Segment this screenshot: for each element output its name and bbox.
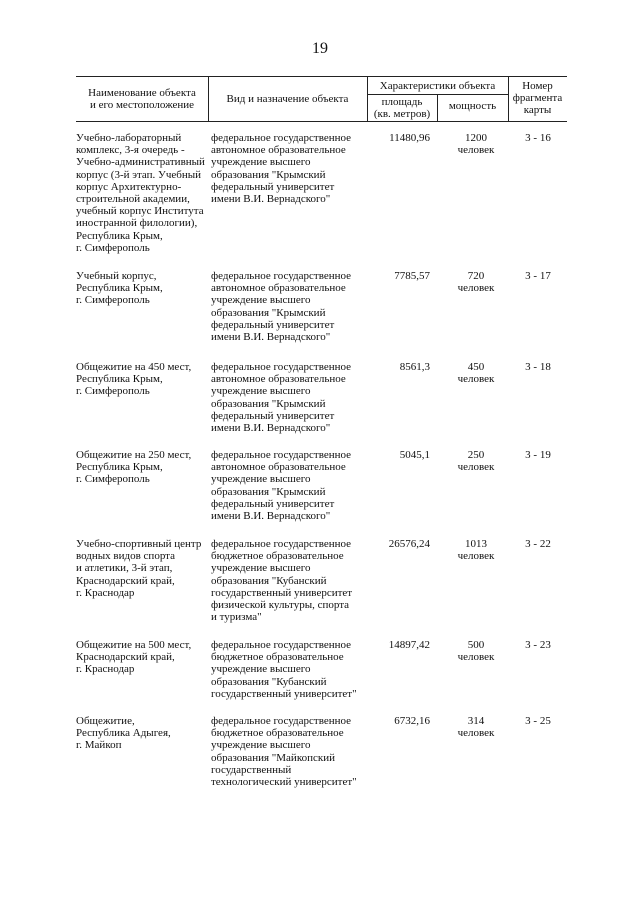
object-capacity: 450 человек: [457, 361, 495, 386]
header-bottom-rule: [76, 121, 567, 122]
object-purpose: федеральное государственное бюджетное образовательное учреждение высшего образования "Кубанский государственный университет": [211, 639, 357, 700]
object-capacity: 720 человек: [457, 270, 495, 295]
page-number: 19: [312, 40, 328, 57]
object-name: Общежитие на 450 мест, Республика Крым, г. Симферополь: [76, 361, 192, 398]
object-name: Учебно-спортивный центр водных видов спорта и атлетики, 3-й этап, Краснодарский край, г. Краснодар: [76, 538, 202, 599]
object-area: 8561,3: [399, 361, 430, 373]
object-purpose: федеральное государственное автономное образовательное учреждение высшего образования "Крымский федеральный университет имени В.И. Вернадского": [211, 132, 352, 206]
header-capacity: мощность: [448, 100, 497, 112]
map-fragment: 3 - 23: [525, 639, 551, 651]
object-purpose: федеральное государственное бюджетное образовательное учреждение высшего образования "Кубанский государственный университет физической культуры, спорта и туризма": [211, 538, 353, 624]
object-purpose: федеральное государственное автономное образовательное учреждение высшего образования "Крымский федеральный университет имени В.И. Вернадского": [211, 270, 352, 344]
header-fragment: Номер фрагмента карты: [512, 80, 563, 116]
object-area: 11480,96: [389, 132, 430, 144]
object-name: Учебно-лабораторный комплекс, 3-я очередь - Учебно-административный корпус (3-й этап. Учебный корпус Архитектурно- строительной академии, учебный корпус Института иностранной филологии), Республика Крым, г. Симферополь: [76, 132, 205, 254]
header-characteristics: Характеристики объекта: [379, 80, 496, 92]
map-fragment: 3 - 25: [525, 715, 551, 727]
object-area: 14897,42: [388, 639, 430, 651]
object-capacity: 1200 человек: [457, 132, 495, 157]
header-area: площадь (кв. метров): [373, 96, 431, 120]
object-name: Общежитие на 500 мест, Краснодарский край, г. Краснодар: [76, 639, 192, 676]
object-area: 26576,24: [388, 538, 430, 550]
object-area: 7785,57: [394, 270, 430, 282]
header-top-rule: [76, 76, 567, 77]
map-fragment: 3 - 17: [525, 270, 551, 282]
map-fragment: 3 - 18: [525, 361, 551, 373]
header-name: Наименование объекта и его местоположение: [88, 87, 196, 111]
map-fragment: 3 - 16: [525, 132, 551, 144]
object-purpose: федеральное государственное бюджетное образовательное учреждение высшего образования "Майкопский государственный технологический университет": [211, 715, 357, 789]
object-capacity: 500 человек: [457, 639, 495, 664]
map-fragment: 3 - 22: [525, 538, 551, 550]
object-name: Учебный корпус, Республика Крым, г. Симферополь: [76, 270, 163, 307]
object-name: Общежитие, Республика Адыгея, г. Майкоп: [76, 715, 171, 752]
object-purpose: федеральное государственное автономное образовательное учреждение высшего образования "Крымский федеральный университет имени В.И. Вернадского": [211, 361, 352, 435]
object-area: 5045,1: [399, 449, 430, 461]
object-name: Общежитие на 250 мест, Республика Крым, г. Симферополь: [76, 449, 192, 486]
object-capacity: 1013 человек: [457, 538, 495, 563]
object-purpose: федеральное государственное автономное образовательное учреждение высшего образования "Крымский федеральный университет имени В.И. Вернадского": [211, 449, 352, 523]
header-purpose: Вид и назначение объекта: [226, 93, 349, 105]
map-fragment: 3 - 19: [525, 449, 551, 461]
object-area: 6732,16: [394, 715, 430, 727]
object-capacity: 314 человек: [457, 715, 495, 740]
object-capacity: 250 человек: [457, 449, 495, 474]
